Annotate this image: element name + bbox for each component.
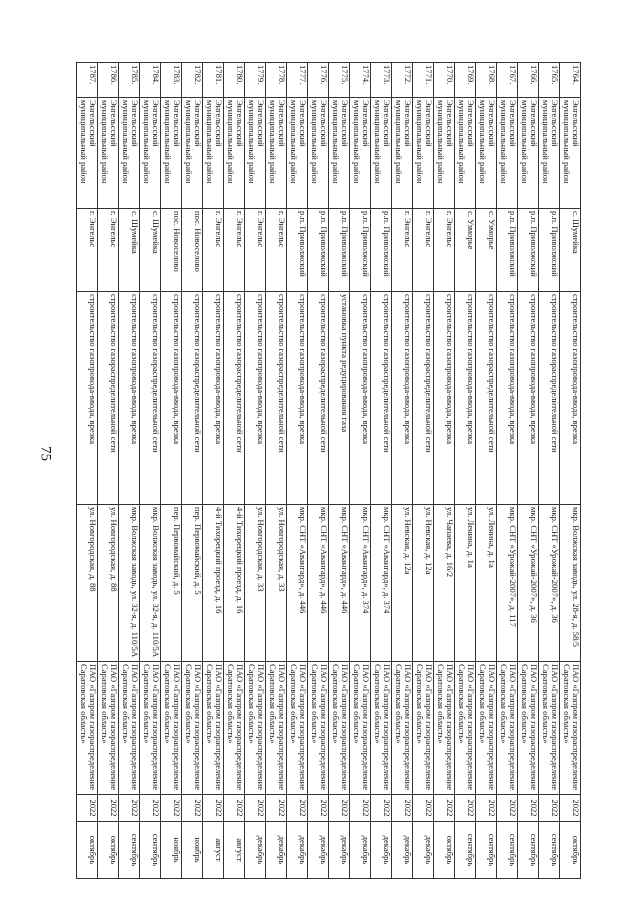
year-cell: 2022 bbox=[119, 795, 140, 822]
address-cell: мкр. Волжская заводь, ул. 28-я, д. 58/5 bbox=[560, 505, 581, 662]
month-cell: декабрь bbox=[266, 822, 287, 879]
month-cell: октябрь bbox=[434, 822, 455, 879]
organization-cell: ПАО «Газпром газораспределение Саратовская область» bbox=[224, 662, 245, 795]
organization-cell: ПАО «Газпром газораспределение Саратовская область» bbox=[308, 662, 329, 795]
address-cell: ул. Ленина, д. 1а bbox=[455, 505, 476, 662]
year-cell: 2022 bbox=[455, 795, 476, 822]
district-cell: Энгельсский муниципальный район bbox=[476, 98, 497, 209]
address-cell: ул. Невская, д. 12а bbox=[392, 505, 413, 662]
address-cell: мкр. Волжская заводь, ул. 32-я, д. 110/5А bbox=[119, 505, 140, 662]
row-number: 1769. bbox=[455, 63, 476, 98]
organization-cell: ПАО «Газпром газораспределение Саратовская область» bbox=[518, 662, 539, 795]
work-type-cell: строительство газопровода-ввода, врезка bbox=[455, 292, 476, 505]
work-type-cell: строительство газораспределительной сети bbox=[224, 292, 245, 505]
locality-cell: с. Узморье bbox=[476, 209, 497, 292]
organization-cell: ПАО «Газпром газораспределение Саратовская область» bbox=[413, 662, 434, 795]
year-cell: 2022 bbox=[77, 795, 98, 822]
organization-cell: ПАО «Газпром газораспределение Саратовская область» bbox=[98, 662, 119, 795]
page-number: 75 bbox=[37, 446, 54, 461]
table-row bbox=[434, 63, 455, 879]
locality-cell: с. Шумейка bbox=[140, 209, 161, 292]
district-cell: Энгельсский муниципальный район bbox=[434, 98, 455, 209]
work-type-cell: строительство газопровода-ввода, врезка bbox=[245, 292, 266, 505]
table-row bbox=[497, 63, 518, 879]
locality-cell: г. Энгельс bbox=[77, 209, 98, 292]
locality-cell: г. Энгельс bbox=[413, 209, 434, 292]
locality-cell: г. Энгельс bbox=[245, 209, 266, 292]
organization-cell: ПАО «Газпром газораспределение Саратовская область» bbox=[560, 662, 581, 795]
row-number: 1786. bbox=[98, 63, 119, 98]
table-row bbox=[539, 63, 560, 879]
table-row bbox=[518, 63, 539, 879]
address-cell: ул. Чапаева, д. 16/2 bbox=[434, 505, 455, 662]
month-cell: декабрь bbox=[371, 822, 392, 879]
table-row bbox=[287, 63, 308, 879]
month-cell: август bbox=[203, 822, 224, 879]
work-type-cell: строительство газопровода-ввода, врезка bbox=[392, 292, 413, 505]
month-cell: декабрь bbox=[245, 822, 266, 879]
month-cell: сентябрь bbox=[455, 822, 476, 879]
work-type-cell: строительство газопровода-ввода, врезка bbox=[434, 292, 455, 505]
address-cell: ул. Ленина, д. 1а bbox=[476, 505, 497, 662]
locality-cell: г. Энгельс bbox=[266, 209, 287, 292]
locality-cell: с. Шумейка bbox=[119, 209, 140, 292]
work-type-cell: строительство газопровода-ввода, врезка bbox=[119, 292, 140, 505]
district-cell: Энгельсский муниципальный район bbox=[119, 98, 140, 209]
organization-cell: ПАО «Газпром газораспределение Саратовская область» bbox=[203, 662, 224, 795]
month-cell: декабрь bbox=[329, 822, 350, 879]
address-cell: ул. Невская, д. 12а bbox=[413, 505, 434, 662]
row-number: 1775. bbox=[329, 63, 350, 98]
table-viewport bbox=[75, 62, 581, 867]
year-cell: 2022 bbox=[518, 795, 539, 822]
row-number: 1766. bbox=[518, 63, 539, 98]
year-cell: 2022 bbox=[308, 795, 329, 822]
year-cell: 2022 bbox=[497, 795, 518, 822]
table-row bbox=[203, 63, 224, 879]
district-cell: Энгельсский муниципальный район bbox=[539, 98, 560, 209]
row-number: 1782. bbox=[182, 63, 203, 98]
work-type-cell: строительство газораспределительной сети bbox=[476, 292, 497, 505]
year-cell: 2022 bbox=[539, 795, 560, 822]
work-type-cell: строительство газопровода-ввода, врезка bbox=[287, 292, 308, 505]
month-cell: декабрь bbox=[287, 822, 308, 879]
locality-cell: г. Энгельс bbox=[392, 209, 413, 292]
row-number: 1776. bbox=[308, 63, 329, 98]
district-cell: Энгельсский муниципальный район bbox=[455, 98, 476, 209]
organization-cell: ПАО «Газпром газораспределение Саратовская область» bbox=[392, 662, 413, 795]
table-row bbox=[350, 63, 371, 879]
address-cell: 4-й Тихорецкий проезд, д. 16 bbox=[224, 505, 245, 662]
district-cell: Энгельсский муниципальный район bbox=[161, 98, 182, 209]
table-row bbox=[182, 63, 203, 879]
district-cell: Энгельсский муниципальный район bbox=[224, 98, 245, 209]
locality-cell: г. Энгельс bbox=[224, 209, 245, 292]
year-cell: 2022 bbox=[245, 795, 266, 822]
rotated-table-frame bbox=[75, 62, 581, 867]
table-row bbox=[77, 63, 98, 879]
organization-cell: ПАО «Газпром газораспределение Саратовская область» bbox=[329, 662, 350, 795]
organization-cell: ПАО «Газпром газораспределение Саратовская область» bbox=[77, 662, 98, 795]
work-type-cell: строительство газопровода-ввода, врезка bbox=[560, 292, 581, 505]
work-type-cell: строительство газопровода-ввода, врезка bbox=[518, 292, 539, 505]
row-number: 1764. bbox=[560, 63, 581, 98]
district-cell: Энгельсский муниципальный район bbox=[182, 98, 203, 209]
district-cell: Энгельсский муниципальный район bbox=[245, 98, 266, 209]
work-type-cell: установка пункта редуцирования газа bbox=[329, 292, 350, 505]
organization-cell: ПАО «Газпром газораспределение Саратовская область» bbox=[119, 662, 140, 795]
row-number: 1781. bbox=[203, 63, 224, 98]
year-cell: 2022 bbox=[140, 795, 161, 822]
district-cell: Энгельсский муниципальный район bbox=[371, 98, 392, 209]
table-row bbox=[329, 63, 350, 879]
work-type-cell: строительство газораспределительной сети bbox=[371, 292, 392, 505]
year-cell: 2022 bbox=[329, 795, 350, 822]
address-cell: ул. Новгородская, д. 33 bbox=[266, 505, 287, 662]
month-cell: октябрь bbox=[560, 822, 581, 879]
locality-cell: р.п. Приволжский bbox=[350, 209, 371, 292]
year-cell: 2022 bbox=[98, 795, 119, 822]
address-cell: мкр. СНТ «Урожай-2007», д. 36 bbox=[539, 505, 560, 662]
district-cell: Энгельсский муниципальный район bbox=[287, 98, 308, 209]
locality-cell: р.п. Приволжский bbox=[329, 209, 350, 292]
district-cell: Энгельсский муниципальный район bbox=[497, 98, 518, 209]
address-cell: пер. Первомайский, д. 5 bbox=[161, 505, 182, 662]
work-type-cell: строительство газопровода-ввода, врезка bbox=[350, 292, 371, 505]
year-cell: 2022 bbox=[182, 795, 203, 822]
address-cell: мкр. СНТ «Авангард», д. 374 bbox=[350, 505, 371, 662]
table-row bbox=[245, 63, 266, 879]
locality-cell: пос. Новоселово bbox=[182, 209, 203, 292]
month-cell: сентябрь bbox=[518, 822, 539, 879]
locality-cell: р.п. Приволжский bbox=[308, 209, 329, 292]
row-number: 1778. bbox=[266, 63, 287, 98]
work-type-cell: строительство газораспределительной сети bbox=[539, 292, 560, 505]
district-cell: Энгельсский муниципальный район bbox=[560, 98, 581, 209]
month-cell: декабрь bbox=[350, 822, 371, 879]
work-type-cell: строительство газопровода-ввода, врезка bbox=[77, 292, 98, 505]
work-type-cell: строительство газопровода-ввода, врезка bbox=[161, 292, 182, 505]
row-number: 1777. bbox=[287, 63, 308, 98]
row-number: 1784. bbox=[140, 63, 161, 98]
locality-cell: р.п. Приволжский bbox=[287, 209, 308, 292]
year-cell: 2022 bbox=[287, 795, 308, 822]
work-type-cell: строительство газораспределительной сети bbox=[266, 292, 287, 505]
address-cell: пер. Первомайский, д. 5 bbox=[182, 505, 203, 662]
month-cell: сентябрь bbox=[497, 822, 518, 879]
work-type-cell: строительство газораспределительной сети bbox=[413, 292, 434, 505]
row-number: 1773. bbox=[371, 63, 392, 98]
row-number: 1779. bbox=[245, 63, 266, 98]
row-number: 1774. bbox=[350, 63, 371, 98]
table-row bbox=[266, 63, 287, 879]
organization-cell: ПАО «Газпром газораспределение Саратовская область» bbox=[497, 662, 518, 795]
locality-cell: г. Энгельс bbox=[203, 209, 224, 292]
table-row bbox=[560, 63, 581, 879]
row-number: 1765. bbox=[539, 63, 560, 98]
work-type-cell: строительство газораспределительной сети bbox=[182, 292, 203, 505]
table-row bbox=[371, 63, 392, 879]
organization-cell: ПАО «Газпром газораспределение Саратовская область» bbox=[266, 662, 287, 795]
district-cell: Энгельсский муниципальный район bbox=[266, 98, 287, 209]
table-row bbox=[455, 63, 476, 879]
district-cell: Энгельсский муниципальный район bbox=[413, 98, 434, 209]
year-cell: 2022 bbox=[560, 795, 581, 822]
row-number: 1768. bbox=[476, 63, 497, 98]
organization-cell: ПАО «Газпром газораспределение Саратовская область» bbox=[455, 662, 476, 795]
year-cell: 2022 bbox=[413, 795, 434, 822]
month-cell: декабрь bbox=[308, 822, 329, 879]
district-cell: Энгельсский муниципальный район bbox=[518, 98, 539, 209]
month-cell: ноябрь bbox=[182, 822, 203, 879]
district-cell: Энгельсский муниципальный район bbox=[308, 98, 329, 209]
locality-cell: г. Энгельс bbox=[434, 209, 455, 292]
locality-cell: пос. Новоселово bbox=[161, 209, 182, 292]
year-cell: 2022 bbox=[203, 795, 224, 822]
organization-cell: ПАО «Газпром газораспределение Саратовская область» bbox=[434, 662, 455, 795]
work-type-cell: строительство газораспределительной сети bbox=[98, 292, 119, 505]
table-row bbox=[161, 63, 182, 879]
address-cell: мкр. СНТ «Авангард», д. 446 bbox=[287, 505, 308, 662]
address-cell: мкр. СНТ «Авангард», д. 374 bbox=[371, 505, 392, 662]
year-cell: 2022 bbox=[161, 795, 182, 822]
year-cell: 2022 bbox=[476, 795, 497, 822]
row-number: 1771. bbox=[413, 63, 434, 98]
address-cell: мкр. СНТ «Авангард», д. 446 bbox=[329, 505, 350, 662]
table-row bbox=[224, 63, 245, 879]
month-cell: сентябрь bbox=[140, 822, 161, 879]
month-cell: декабрь bbox=[392, 822, 413, 879]
year-cell: 2022 bbox=[371, 795, 392, 822]
month-cell: октябрь bbox=[98, 822, 119, 879]
row-number: 1785. bbox=[119, 63, 140, 98]
month-cell: октябрь bbox=[77, 822, 98, 879]
gas-works-table bbox=[76, 62, 581, 879]
organization-cell: ПАО «Газпром газораспределение Саратовская область» bbox=[140, 662, 161, 795]
district-cell: Энгельсский муниципальный район bbox=[329, 98, 350, 209]
locality-cell: р.п. Приволжский bbox=[539, 209, 560, 292]
table-row bbox=[98, 63, 119, 879]
locality-cell: с. Шумейка bbox=[560, 209, 581, 292]
month-cell: август bbox=[224, 822, 245, 879]
month-cell: сентябрь bbox=[476, 822, 497, 879]
organization-cell: ПАО «Газпром газораспределение Саратовская область» bbox=[287, 662, 308, 795]
month-cell: ноябрь bbox=[161, 822, 182, 879]
district-cell: Энгельсский муниципальный район bbox=[140, 98, 161, 209]
organization-cell: ПАО «Газпром газораспределение Саратовская область» bbox=[371, 662, 392, 795]
table-body bbox=[77, 63, 581, 879]
work-type-cell: строительство газопровода-ввода, врезка bbox=[497, 292, 518, 505]
row-number: 1772. bbox=[392, 63, 413, 98]
table-row bbox=[140, 63, 161, 879]
address-cell: ул. Новгородская, д. 88 bbox=[77, 505, 98, 662]
row-number: 1787. bbox=[77, 63, 98, 98]
address-cell: мкр. СНТ «Урожай-2007», д. 117 bbox=[497, 505, 518, 662]
organization-cell: ПАО «Газпром газораспределение Саратовская область» bbox=[350, 662, 371, 795]
year-cell: 2022 bbox=[392, 795, 413, 822]
organization-cell: ПАО «Газпром газораспределение Саратовская область» bbox=[245, 662, 266, 795]
address-cell: мкр. СНТ «Авангард», д. 446 bbox=[308, 505, 329, 662]
address-cell: мкр. Волжская заводь, ул. 32-я, д. 110/5А bbox=[140, 505, 161, 662]
row-number: 1783. bbox=[161, 63, 182, 98]
district-cell: Энгельсский муниципальный район bbox=[77, 98, 98, 209]
locality-cell: р.п. Приволжский bbox=[371, 209, 392, 292]
work-type-cell: строительство газопровода-ввода, врезка bbox=[203, 292, 224, 505]
month-cell: сентябрь bbox=[119, 822, 140, 879]
table-row bbox=[413, 63, 434, 879]
district-cell: Энгельсский муниципальный район bbox=[203, 98, 224, 209]
table-row bbox=[119, 63, 140, 879]
year-cell: 2022 bbox=[266, 795, 287, 822]
district-cell: Энгельсский муниципальный район bbox=[392, 98, 413, 209]
address-cell: ул. Новгородская, д. 33 bbox=[245, 505, 266, 662]
row-number: 1767. bbox=[497, 63, 518, 98]
table-row bbox=[308, 63, 329, 879]
organization-cell: ПАО «Газпром газораспределение Саратовская область» bbox=[182, 662, 203, 795]
address-cell: ул. Новгородская, д. 88 bbox=[98, 505, 119, 662]
year-cell: 2022 bbox=[434, 795, 455, 822]
year-cell: 2022 bbox=[350, 795, 371, 822]
organization-cell: ПАО «Газпром газораспределение Саратовская область» bbox=[161, 662, 182, 795]
work-type-cell: строительство газораспределительной сети bbox=[308, 292, 329, 505]
row-number: 1770. bbox=[434, 63, 455, 98]
month-cell: декабрь bbox=[413, 822, 434, 879]
address-cell: 4-й Тихорецкий проезд, д. 16 bbox=[203, 505, 224, 662]
month-cell: сентябрь bbox=[539, 822, 560, 879]
locality-cell: г. Энгельс bbox=[98, 209, 119, 292]
table-row bbox=[392, 63, 413, 879]
locality-cell: р.п. Приволжский bbox=[518, 209, 539, 292]
address-cell: мкр. СНТ «Урожай-2007», д. 36 bbox=[518, 505, 539, 662]
row-number: 1780. bbox=[224, 63, 245, 98]
organization-cell: ПАО «Газпром газораспределение Саратовская область» bbox=[476, 662, 497, 795]
organization-cell: ПАО «Газпром газораспределение Саратовская область» bbox=[539, 662, 560, 795]
locality-cell: р.п. Приволжский bbox=[497, 209, 518, 292]
district-cell: Энгельсский муниципальный район bbox=[98, 98, 119, 209]
district-cell: Энгельсский муниципальный район bbox=[350, 98, 371, 209]
locality-cell: с. Узморье bbox=[455, 209, 476, 292]
table-row bbox=[476, 63, 497, 879]
year-cell: 2022 bbox=[224, 795, 245, 822]
work-type-cell: строительство газораспределительной сети bbox=[140, 292, 161, 505]
